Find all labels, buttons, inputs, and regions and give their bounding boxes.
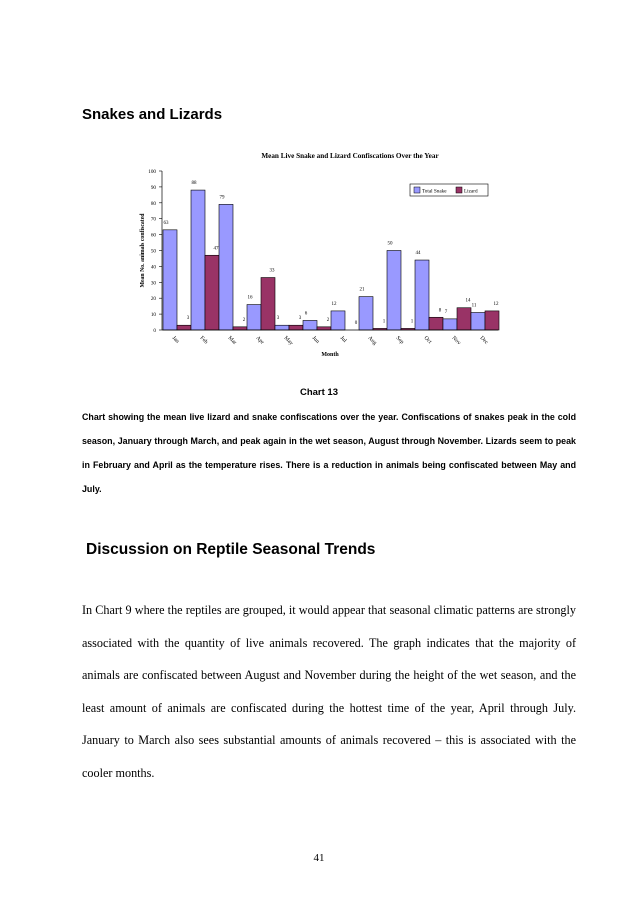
data-label: 2	[242, 317, 246, 323]
discussion-paragraph: In Chart 9 where the reptiles are grouped, it would appear that seasonal climatic patterns are strongly associated with the quantity of live animals recovered. The graph indicates that the majority of animals are confiscated between August and November during the height of the wet season, and the least amount of animals are confiscated during the hottest time of the year, April through July. January to March also sees substantial amounts of animals recovered – this is associated with the cooler months.	[82, 603, 576, 780]
x-tick-label: Mar	[226, 335, 238, 347]
bar-lizard	[261, 278, 275, 330]
bar-lizard	[485, 311, 499, 330]
data-label: 1	[382, 319, 386, 325]
y-tick-label: 20	[150, 296, 156, 303]
data-label: 7	[444, 309, 448, 315]
legend-label: Lizard	[464, 188, 478, 195]
x-tick-label: Nov	[450, 335, 462, 347]
bar-snake	[359, 297, 373, 330]
chart	[128, 144, 514, 364]
y-tick-label: 80	[150, 200, 156, 207]
bar-snake	[219, 204, 233, 330]
bar-lizard	[177, 325, 191, 330]
data-label: 1	[410, 319, 414, 325]
bar-snake	[387, 251, 401, 331]
data-label: 44	[415, 251, 421, 257]
chart-title: Mean Live Snake and Lizard Confiscations Over the Year	[261, 152, 439, 160]
bar-lizard	[317, 327, 331, 330]
x-tick-label: Feb	[198, 335, 209, 346]
x-tick-label: Apr	[254, 335, 265, 346]
bar-snake	[247, 305, 261, 330]
x-tick-label: Jan	[170, 335, 181, 345]
page-number: 41	[313, 852, 325, 864]
data-label: 2	[326, 317, 330, 323]
data-label: 12	[493, 301, 499, 307]
chart-caption: Chart showing the mean live lizard and snake confiscations over the year. Confiscations of snakes peak in the cold season, January through March, and peak again in the wet season, August through November. Lizards seem to peak in February and April as the temperature rises. There is a reduction in animals being confiscated between May and July.	[82, 412, 576, 494]
data-label: 79	[219, 195, 225, 201]
x-tick-label: Sep	[394, 335, 405, 346]
data-label: 21	[359, 287, 365, 293]
bar-snake	[471, 313, 485, 330]
legend-label: Total Snake	[422, 188, 447, 195]
y-tick-label: 60	[150, 232, 156, 239]
legend-swatch	[456, 187, 462, 193]
y-tick-label: 50	[150, 248, 156, 255]
bar-snake	[443, 319, 457, 330]
data-label: 8	[438, 308, 442, 314]
y-tick-label: 10	[150, 312, 156, 319]
bar-snake	[163, 230, 177, 330]
y-tick-label: 40	[150, 264, 156, 271]
bar-lizard	[289, 325, 303, 330]
data-label: 6	[304, 311, 308, 317]
data-label: 3	[298, 316, 302, 322]
bar-snake	[191, 190, 205, 330]
data-label: 3	[276, 316, 280, 322]
bar-lizard	[205, 255, 219, 330]
y-axis-label: Mean No. animals confiscated	[140, 213, 146, 288]
data-label: 16	[247, 295, 253, 301]
data-label: 33	[269, 268, 275, 274]
x-tick-label: Dec	[478, 335, 490, 346]
y-tick-label: 90	[150, 184, 156, 191]
x-tick-label: Oct	[422, 335, 433, 346]
x-axis-label: Month	[321, 352, 339, 358]
data-label: 11	[471, 303, 477, 309]
bar-snake	[303, 320, 317, 330]
x-tick-label: Jul	[338, 335, 348, 345]
bar-lizard	[457, 308, 471, 330]
bar-lizard	[233, 327, 247, 330]
data-label: 3	[186, 316, 190, 322]
section-heading: Snakes and Lizards	[82, 106, 223, 123]
legend-swatch	[414, 187, 420, 193]
bar-lizard	[429, 317, 443, 330]
x-tick-label: May	[282, 335, 295, 347]
y-tick-label: 30	[150, 280, 156, 287]
data-label: 0	[354, 321, 358, 326]
bar-snake	[275, 325, 289, 330]
bar-snake	[331, 311, 345, 330]
y-tick-label: 70	[150, 216, 156, 223]
chart-svg	[128, 144, 514, 364]
bar-snake	[415, 260, 429, 330]
y-tick-label: 100	[148, 169, 156, 175]
data-label: 63	[163, 220, 169, 226]
data-label: 88	[191, 181, 197, 187]
data-label: 12	[331, 301, 337, 307]
x-tick-label: Jun	[310, 335, 321, 345]
x-tick-label: Aug	[366, 335, 378, 347]
data-label: 50	[387, 241, 393, 247]
y-tick-label: 0	[153, 328, 156, 334]
discussion-heading: Discussion on Reptile Seasonal Trends	[86, 541, 376, 558]
data-label: 47	[213, 246, 219, 252]
data-label: 14	[465, 298, 471, 304]
chart-number: Chart 13	[299, 387, 338, 398]
